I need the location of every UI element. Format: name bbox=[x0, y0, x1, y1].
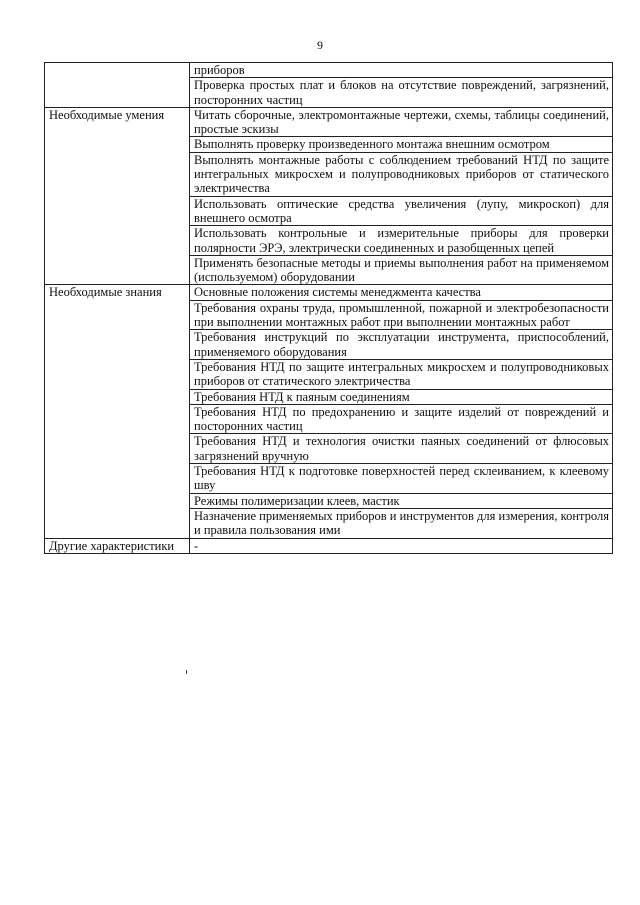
table-cell: Режимы полимеризации клеев, мастик bbox=[190, 493, 613, 508]
table-cell: Проверка простых плат и блоков на отсутствие повреждений, загрязнений, посторонних частиц bbox=[190, 78, 613, 108]
table-cell: Читать сборочные, электромонтажные чертежи, схемы, таблицы соединений, простые эскизы bbox=[190, 107, 613, 137]
table-row bbox=[45, 285, 613, 300]
table-row bbox=[45, 538, 613, 553]
table-cell: Требования НТД по предохранению и защите изделий от повреждений и посторонних частиц bbox=[190, 404, 613, 434]
page-number: 9 bbox=[317, 38, 323, 52]
group-label-continuation bbox=[45, 63, 190, 108]
table-cell: Требования НТД по защите интегральных микросхем и полупроводниковых приборов от статического электричества bbox=[190, 359, 613, 389]
table-cell: Применять безопасные методы и приемы выполнения работ на применяемом (используемом) оборудовании bbox=[190, 255, 613, 285]
scan-speck bbox=[186, 670, 187, 674]
table-cell: Основные положения системы менеджмента качества bbox=[190, 285, 613, 300]
table-cell: Использовать оптические средства увеличения (лупу, микроскоп) для внешнего осмотра bbox=[190, 196, 613, 226]
table-cell: - bbox=[190, 538, 613, 553]
table-cell: Требования охраны труда, промышленной, пожарной и электробезопасности при выполнении монтажных работ при выполнении монтажных работ bbox=[190, 300, 613, 330]
table-cell: Требования НТД к подготовке поверхностей перед склеиванием, к клеевому шву bbox=[190, 464, 613, 494]
group-label-other: Другие характеристики bbox=[45, 538, 190, 553]
requirements-table bbox=[44, 62, 613, 554]
table-cell: Требования инструкций по эксплуатации инструмента, приспособлений, применяемого оборудования bbox=[190, 330, 613, 360]
table-cell: Выполнять проверку произведенного монтажа внешним осмотром bbox=[190, 137, 613, 152]
group-label-knowledge: Необходимые знания bbox=[45, 285, 190, 538]
table-cell: Выполнять монтажные работы с соблюдением требований НТД по защите интегральных микросхем и полупроводниковых приборов от статического электричества bbox=[190, 152, 613, 196]
table-cell: Использовать контрольные и измерительные приборы для проверки полярности ЭРЭ, электрически соединенных и разобщенных цепей bbox=[190, 226, 613, 256]
group-label-skills: Необходимые умения bbox=[45, 107, 190, 285]
table-cell: приборов bbox=[190, 63, 613, 78]
table-cell: Назначение применяемых приборов и инструментов для измерения, контроля и правила пользования ими bbox=[190, 508, 613, 538]
table-row bbox=[45, 63, 613, 78]
table-row bbox=[45, 107, 613, 137]
table-cell: Требования НТД к паяным соединениям bbox=[190, 389, 613, 404]
table-cell: Требования НТД и технология очистки паяных соединений от флюсовых загрязнений вручную bbox=[190, 434, 613, 464]
